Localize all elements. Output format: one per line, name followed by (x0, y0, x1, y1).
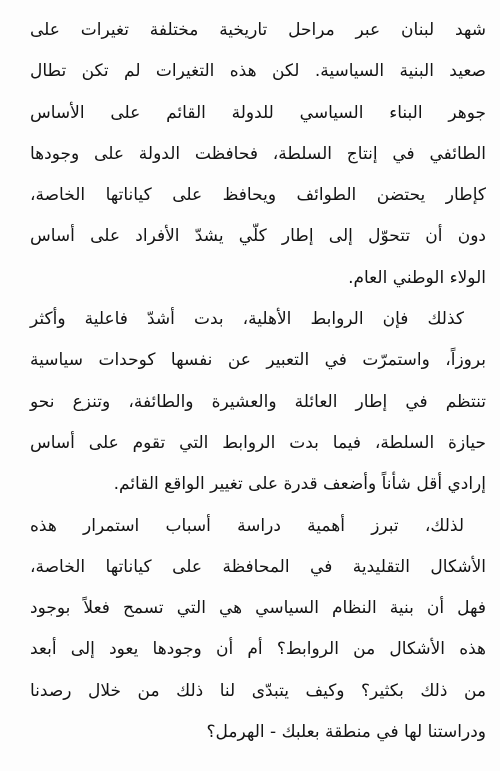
text-line: إرادي أقل شأناً وأضعف قدرة على تغيير الواقع القائم. (113, 474, 486, 495)
text-line: ودراستنا لها في منطقة بعلبك - الهرمل؟ (206, 722, 486, 743)
text-line: الطائفي في إنتاج السلطة، فحافظت الدولة على وجودها (30, 143, 486, 164)
text-line: الولاء الوطني العام. (348, 267, 486, 288)
text-line: كإطار يحتضن الطوائف ويحافظ على كياناتها الخاصة، (30, 185, 486, 206)
text-line: من ذلك بكثير؟ وكيف يتبدّى لنا ذلك من خلال رصدنا (30, 680, 486, 701)
text-line: حيازة السلطة، فيما بدت الروابط التي تقوم على أساس (30, 432, 486, 453)
paragraph-3 (30, 506, 486, 754)
text-line: شهد لبنان عبر مراحل تاريخية مختلفة تغيرات على (30, 20, 486, 40)
text-line: لذلك، تبرز أهمية دراسة أسباب استمرار هذه (30, 515, 464, 536)
text-line: فهل أن بنية النظام السياسي هي التي تسمح فعلاً بوجود (30, 598, 486, 619)
paragraph-2 (30, 299, 486, 505)
text-line: جوهر البناء السياسي للدولة القائم على الأساس (30, 102, 486, 123)
text-line: تنتظم في إطار العائلة والعشيرة والطائفة، وتنزع نحو (30, 391, 486, 412)
text-line: الأشكال التقليدية في المحافظة على كياناتها الخاصة، (30, 556, 486, 577)
text-line: دون أن تتحوّل إلى إطار كلّي يشدّ الأفراد على أساس (30, 226, 486, 247)
text-line: صعيد البنية السياسية. لكن هذه التغيرات لم تكن تطال (30, 61, 486, 82)
text-line: بروزاً، واستمرّت في التعبير عن نفسها كوحدات سياسية (30, 350, 486, 371)
paragraph-1 (30, 10, 486, 299)
text-line: هذه الأشكال من الروابط؟ أم أن وجودها يعود إلى أبعد (30, 639, 486, 660)
text-line: كذلك فإن الروابط الأهلية، بدت أشدّ فاعلية وأكثر (30, 309, 464, 330)
article-body (30, 10, 486, 753)
